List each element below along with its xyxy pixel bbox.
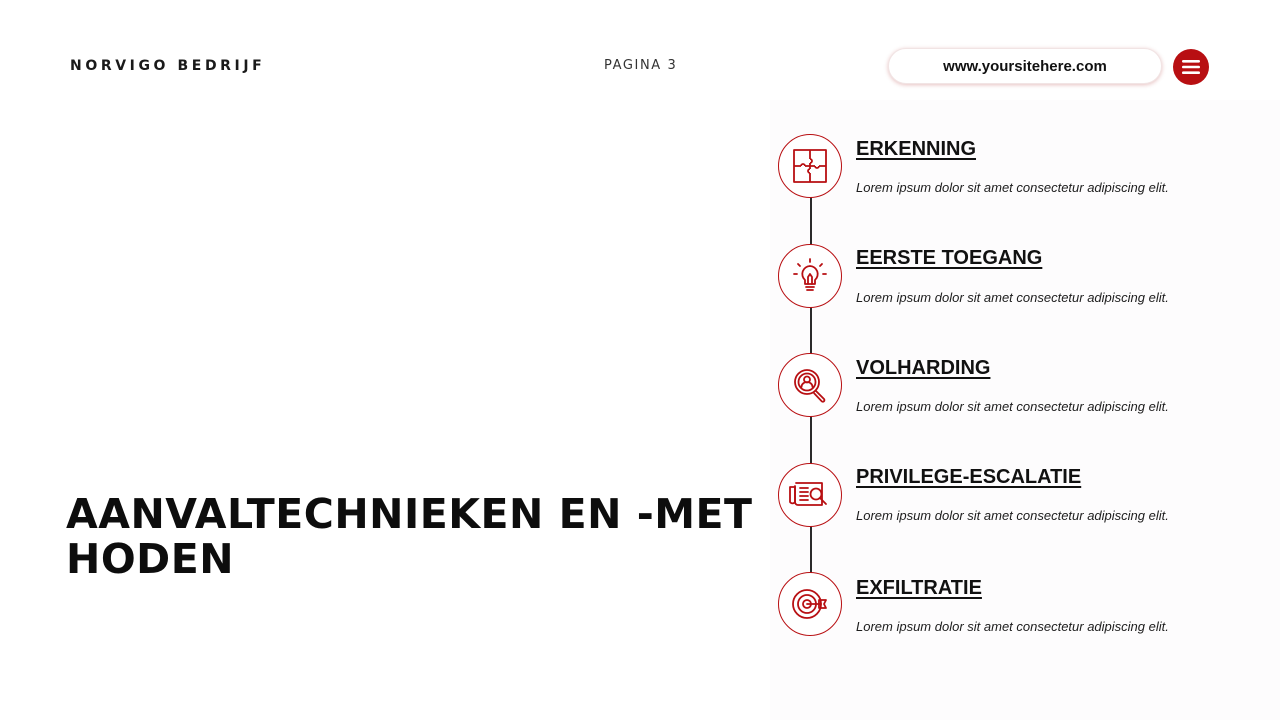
step-title: EERSTE TOEGANG — [856, 247, 1043, 269]
page-title: AANVALTECHNIEKEN EN -METHODEN — [66, 490, 753, 583]
step-description: Lorem ipsum dolor sit amet consectetur adipiscing elit. — [856, 399, 1169, 414]
hamburger-icon — [1182, 60, 1200, 74]
step-icon-exfiltratie — [778, 572, 842, 636]
step-description: Lorem ipsum dolor sit amet consectetur adipiscing elit. — [856, 619, 1169, 634]
step-icon-erkenning — [778, 134, 842, 198]
step-icon-eerste-toegang — [778, 244, 842, 308]
news-search-icon — [788, 477, 832, 513]
target-arrow-icon — [790, 584, 830, 624]
step-title: ERKENNING — [856, 138, 977, 160]
menu-button[interactable] — [1173, 49, 1209, 85]
step-title: VOLHARDING — [856, 357, 991, 379]
puzzle-icon — [792, 148, 828, 184]
website-url-link[interactable]: www.yoursitehere.com — [888, 48, 1162, 84]
user-search-icon — [791, 366, 829, 404]
step-description: Lorem ipsum dolor sit amet consectetur adipiscing elit. — [856, 508, 1169, 523]
step-icon-volharding — [778, 353, 842, 417]
brand-name: NORVIGO BEDRIJF — [70, 58, 266, 74]
step-title: PRIVILEGE-ESCALATIE — [856, 466, 1082, 488]
step-description: Lorem ipsum dolor sit amet consectetur adipiscing elit. — [856, 180, 1169, 195]
lightbulb-icon — [791, 257, 829, 295]
step-icon-privilege-escalatie — [778, 463, 842, 527]
step-title: EXFILTRATIE — [856, 577, 982, 599]
page-number: PAGINA 3 — [604, 58, 678, 73]
step-description: Lorem ipsum dolor sit amet consectetur adipiscing elit. — [856, 290, 1169, 305]
